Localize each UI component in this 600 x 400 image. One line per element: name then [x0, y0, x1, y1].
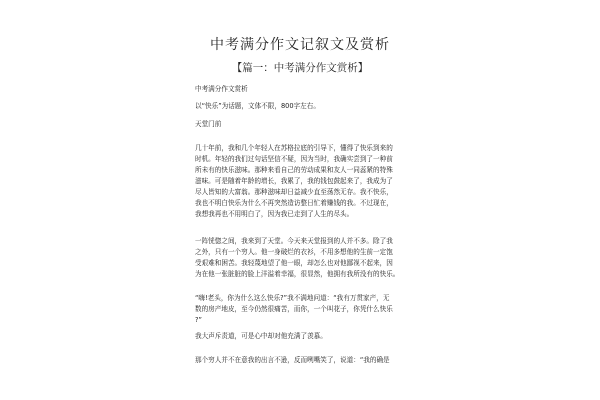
paragraph-line: 滋味。可是随着年龄的增长，我累了，我的钱包鼓起来了，我成为了: [195, 177, 393, 185]
intro-line-prompt: 以“快乐”为话题，文体不限，800字左右。: [195, 102, 320, 110]
paragraph-line: 我想我再也不用明白了，因为我已走到了人生的尽头。: [195, 210, 354, 218]
intro-line-essay-title: 天堂门前: [195, 120, 222, 128]
paragraph-line: 尽人皆知的大富翁。那种滋味却日益减少直至荡然无存。我不快乐，: [195, 188, 393, 196]
paragraph-line: 一阵恍惚之间，我来到了天堂。今天来天堂报到的人并不多。除了我: [195, 237, 393, 245]
paragraph-4: [195, 331, 415, 342]
paragraph-line: ?”: [195, 316, 202, 324]
paragraph-2: [195, 236, 415, 280]
intro-line-heading: 中考满分作文赏析: [195, 85, 248, 93]
paragraph-line: 几十年前，我和几个年轻人在苏格拉底的引导下，懂得了快乐到来的: [195, 144, 393, 152]
paragraph-line: 为在他一张脏脏的脸上洋溢着幸福，很显然，他拥有我所没有的快乐。: [195, 270, 400, 278]
paragraph-1: [195, 143, 415, 220]
paragraph-line: “嗨!老头，你为什么这么快乐?”我不满地问道：“我有万贯家产，无: [195, 294, 390, 302]
document-title: 中考满分作文记叙文及赏析: [210, 37, 390, 53]
document-subtitle: 【篇一：中考满分作文赏析】: [231, 62, 369, 74]
paragraph-line: 所未有的快乐滋味。那种来看自己的劳动成果和友人一同蕊紧的特殊: [195, 166, 393, 174]
paragraph-line: 时机。年轻的我们过句话坚信不疑，因为当时，我确实尝到了一种前: [195, 155, 393, 163]
paragraph-line: 我也不明白快乐为什么不再突然造访整日忙着赚钱的我。不过现在，: [195, 199, 393, 207]
paragraph-line: 我大声斥责道，可是心中却对他充满了羡慕。: [195, 332, 327, 340]
paragraph-line: 受艰难和困苦。我轻蔑地望了他一眼，却怎么也对他鄙视不起来，因: [195, 259, 393, 267]
paragraph-3: [195, 293, 415, 326]
paragraph-line: 之外，只有一个穷人。他一身破烂的衣衫，不用多想他的生前一定饱: [195, 248, 393, 256]
paragraph-line: 数的房产地皮，至今仍然很痛苦，而你，一个叫花子，你凭什么快乐: [195, 305, 393, 313]
paragraph-line: 那个穷人并不在意我的出言不逊，反而咧嘴笑了，说道：“我的确是: [195, 356, 390, 364]
paragraph-5: [195, 355, 415, 366]
